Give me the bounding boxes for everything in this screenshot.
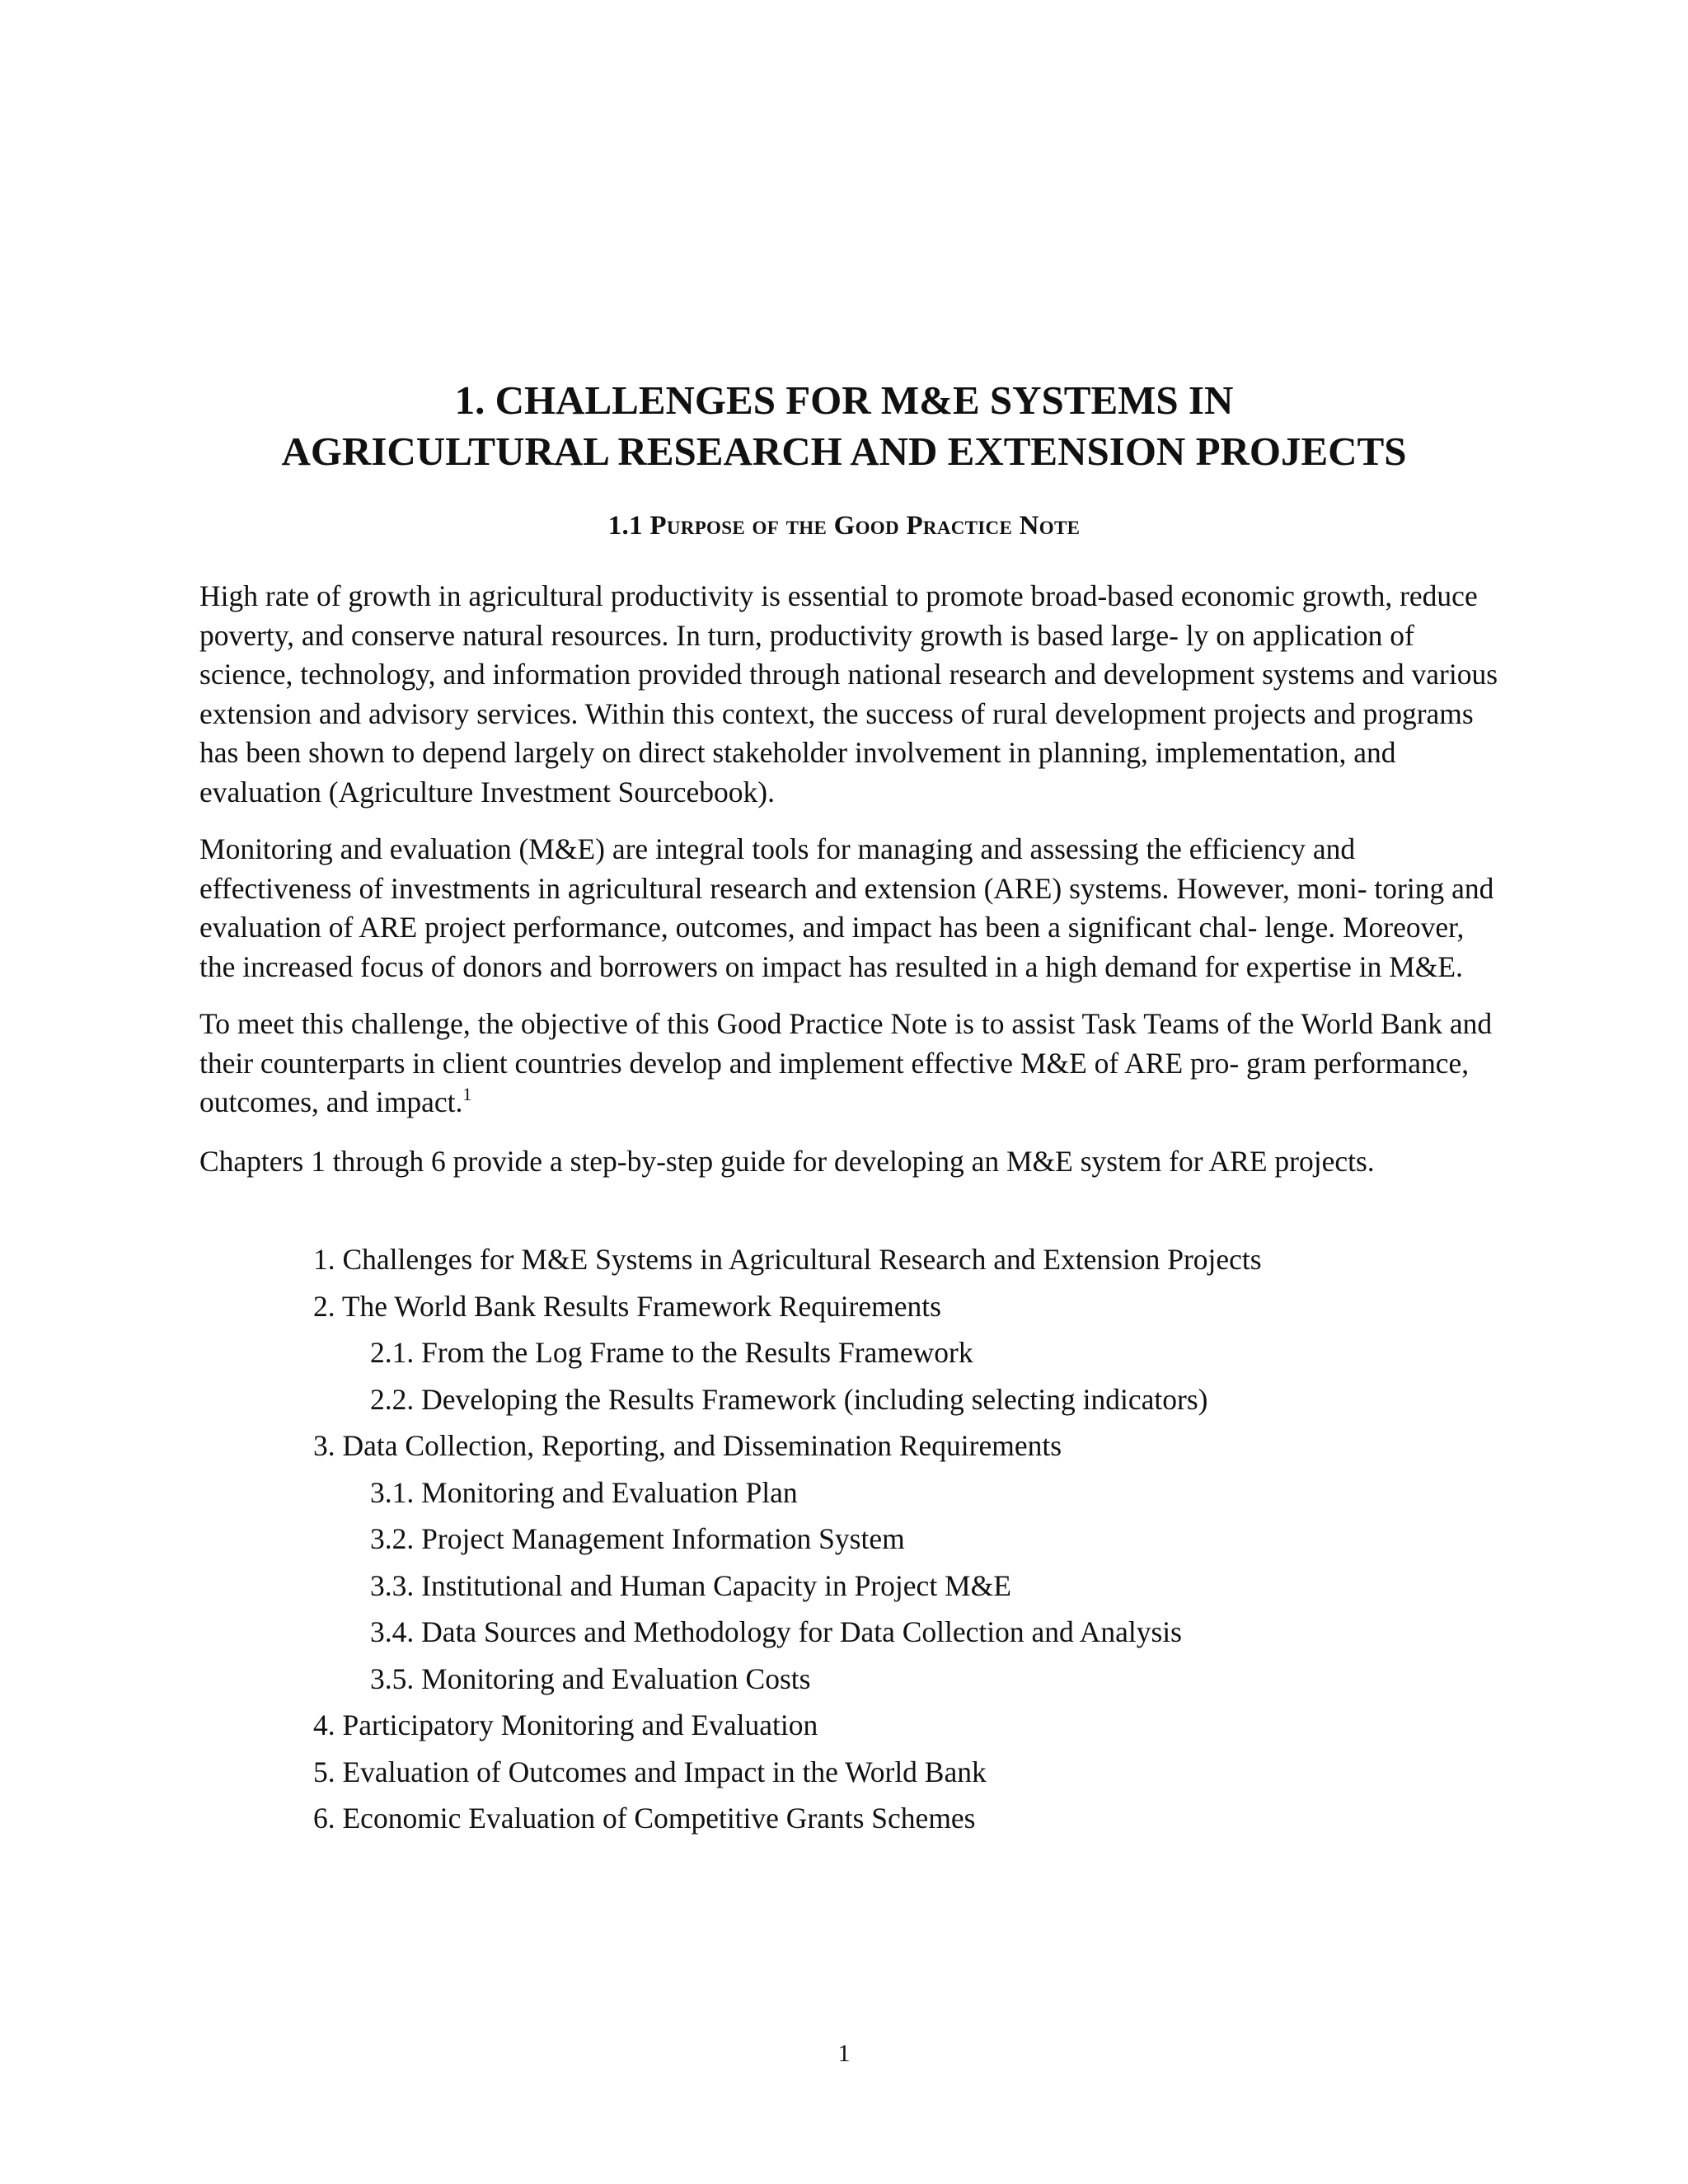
chapter-title <box>0 375 1688 477</box>
paragraph-3 <box>199 1005 1502 1122</box>
chapter-title-line-2: AGRICULTURAL RESEARCH AND EXTENSION PROJECTS <box>281 429 1407 474</box>
chapter-list-subitem: 3.3. Institutional and Human Capacity in Project M&E <box>370 1568 1011 1602</box>
chapter-list-item: 1. Challenges for M&E Systems in Agricultural Research and Extension Projects <box>313 1243 1262 1276</box>
page-number: 1 <box>837 2040 851 2067</box>
chapter-list-subitem: 3.5. Monitoring and Evaluation Costs <box>370 1661 811 1695</box>
chapter-list-subitem: 3.2. Project Management Information System <box>370 1522 905 1555</box>
chapter-list-subitem: 2.1. From the Log Frame to the Results Framework <box>370 1336 973 1369</box>
body-text <box>199 577 1502 1199</box>
chapter-list-subitem: 2.2. Developing the Results Framework (including selecting indicators) <box>370 1382 1208 1416</box>
paragraph-3-text: To meet this challenge, the objective of this Good Practice Note is to assist Task Teams of the World Bank and their counterparts in client countries develop and implement effective M&E of ARE pro- gram performance, outcomes, and impact. <box>199 1007 1493 1118</box>
chapter-list-item: 4. Participatory Monitoring and Evaluation <box>313 1708 818 1741</box>
chapter-list-subitem: 3.4. Data Sources and Methodology for Data Collection and Analysis <box>370 1615 1182 1648</box>
chapter-list-subitem: 3.1. Monitoring and Evaluation Plan <box>370 1475 798 1509</box>
chapter-title-line-1: 1. CHALLENGES FOR M&E SYSTEMS IN <box>454 377 1234 423</box>
footnote-marker: 1 <box>462 1084 472 1104</box>
section-heading: 1.1 Purpose of the Good Practice Note <box>607 511 1081 541</box>
paragraph-1: High rate of growth in agricultural productivity is essential to promote broad-based economic growth, reduce poverty, and conserve natural resources. In turn, productivity growth is based large- ly on application of science, technology, and information provided through national research and development systems and various extension and advisory services. Within this context, the success of rural development projects and programs has been shown to depend largely on direct stakeholder involvement in planning, implementation, and evaluation (Agriculture Investment Sourcebook). <box>199 579 1498 808</box>
paragraph-4: Chapters 1 through 6 provide a step-by-step guide for developing an M&E system for ARE projects. <box>199 1144 1375 1178</box>
chapter-list <box>313 1236 1467 1842</box>
paragraph-2: Monitoring and evaluation (M&E) are integral tools for managing and assessing the efficiency and effectiveness of investments in agricultural research and extension (ARE) systems. However, moni- toring and evaluation of ARE project performance, outcomes, and impact has been a significant chal- lenge. Moreover, the increased focus of donors and borrowers on impact has resulted in a high demand for expertise in M&E. <box>199 832 1494 983</box>
chapter-list-item: 5. Evaluation of Outcomes and Impact in the World Bank <box>313 1755 987 1788</box>
chapter-list-item: 2. The World Bank Results Framework Requirements <box>313 1289 941 1323</box>
chapter-list-item: 3. Data Collection, Reporting, and Dissemination Requirements <box>313 1429 1062 1462</box>
chapter-list-item: 6. Economic Evaluation of Competitive Grants Schemes <box>313 1802 976 1835</box>
